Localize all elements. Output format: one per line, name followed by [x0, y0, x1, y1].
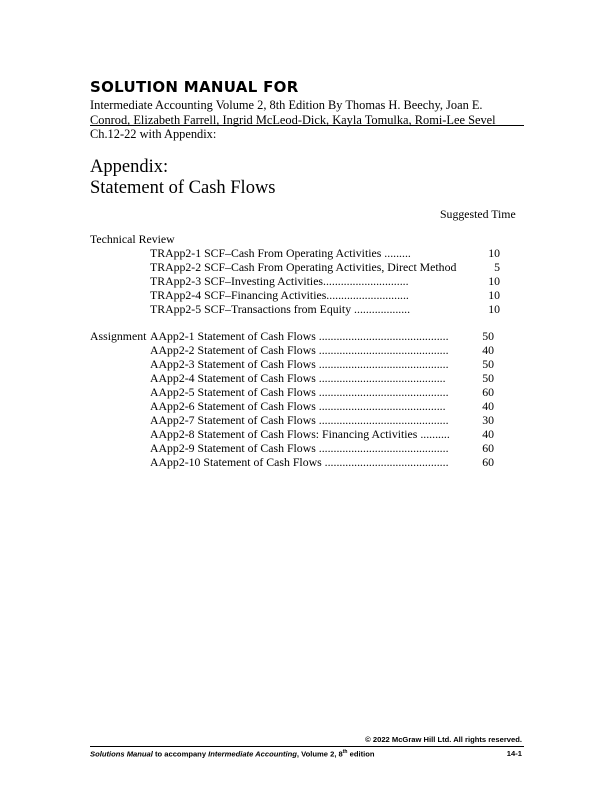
technical-review-label: Technical Review	[90, 232, 175, 246]
footer-end: edition	[347, 749, 375, 759]
list-item	[150, 413, 494, 427]
appendix-title	[90, 157, 276, 198]
footer-italic-2: Intermediate Accounting	[208, 749, 297, 759]
item-text: TRApp2-2 SCF–Cash From Operating Activities, Direct Method	[150, 260, 457, 274]
item-time: 10	[488, 274, 500, 288]
item-text: TRApp2-4 SCF–Financing Activities............................	[150, 288, 409, 302]
item-text: AApp2-5 Statement of Cash Flows ............................................	[150, 385, 449, 399]
item-text: AApp2-8 Statement of Cash Flows: Financing Activities ..........	[150, 427, 450, 441]
item-text: AApp2-9 Statement of Cash Flows ............................................	[150, 441, 449, 455]
header-rule	[90, 125, 524, 126]
item-text: AApp2-4 Statement of Cash Flows ...........................................	[150, 371, 446, 385]
item-time: 60	[482, 385, 494, 399]
item-time: 40	[482, 399, 494, 413]
item-text: AApp2-3 Statement of Cash Flows ............................................	[150, 357, 449, 371]
item-time: 50	[482, 357, 494, 371]
copyright-notice: © 2022 McGraw Hill Ltd. All rights reserved.	[365, 735, 522, 744]
footer-mid: to accompany	[152, 749, 209, 759]
suggested-time-label: Suggested Time	[440, 207, 516, 221]
list-item	[150, 343, 494, 357]
footer-rule	[90, 746, 524, 747]
list-item	[150, 246, 500, 260]
list-item	[150, 441, 494, 455]
item-text: TRApp2-5 SCF–Transactions from Equity ...................	[150, 302, 411, 316]
item-text: AApp2-1 Statement of Cash Flows ............................................	[150, 329, 449, 343]
list-item	[150, 371, 494, 385]
item-time: 60	[482, 455, 494, 469]
item-time: 40	[482, 427, 494, 441]
list-item	[150, 274, 500, 288]
item-time: 40	[482, 343, 494, 357]
footer-sup: th	[342, 749, 348, 755]
item-text: AApp2-7 Statement of Cash Flows ............................................	[150, 413, 449, 427]
item-time: 50	[482, 329, 494, 343]
list-item	[150, 260, 500, 274]
item-time: 60	[482, 441, 494, 455]
item-text: AApp2-6 Statement of Cash Flows ...........................................	[150, 399, 446, 413]
banner-title: SOLUTION MANUAL FOR	[90, 78, 299, 96]
item-text: TRApp2-1 SCF–Cash From Operating Activities .........	[150, 246, 411, 260]
page-number: 14-1	[506, 749, 522, 758]
item-text: TRApp2-3 SCF–Investing Activities.............................	[150, 274, 409, 288]
list-item	[150, 385, 494, 399]
item-time: 5	[494, 260, 500, 274]
footer-italic-1: Solutions Manual	[90, 749, 153, 759]
item-time: 10	[488, 288, 500, 302]
footer-rest: , Volume 2, 8	[296, 749, 343, 759]
appendix-title-line1: Appendix:	[90, 157, 169, 177]
chapter-line: Ch.12-22 with Appendix:	[90, 127, 217, 141]
list-item	[150, 399, 494, 413]
list-item	[150, 329, 494, 343]
item-time: 30	[482, 413, 494, 427]
list-item	[150, 427, 494, 441]
list-item	[150, 455, 494, 469]
footer-book-info	[90, 749, 375, 759]
list-item	[150, 302, 500, 316]
list-item	[150, 288, 500, 302]
list-item	[150, 357, 494, 371]
item-time: 10	[488, 246, 500, 260]
item-time: 10	[488, 302, 500, 316]
item-time: 50	[482, 371, 494, 385]
assignment-label: Assignment	[90, 329, 147, 343]
item-text: AApp2-2 Statement of Cash Flows ............................................	[150, 343, 449, 357]
book-subtitle: Intermediate Accounting Volume 2, 8th Edition By Thomas H. Beechy, Joan E. Conrod, Elizabeth Farrell, Ingrid McLeod-Dick, Kayla Tomulka, Romi-Lee Sevel	[90, 98, 496, 127]
appendix-title-line2: Statement of Cash Flows	[90, 177, 276, 198]
item-text: AApp2-10 Statement of Cash Flows ..........................................	[150, 455, 449, 469]
